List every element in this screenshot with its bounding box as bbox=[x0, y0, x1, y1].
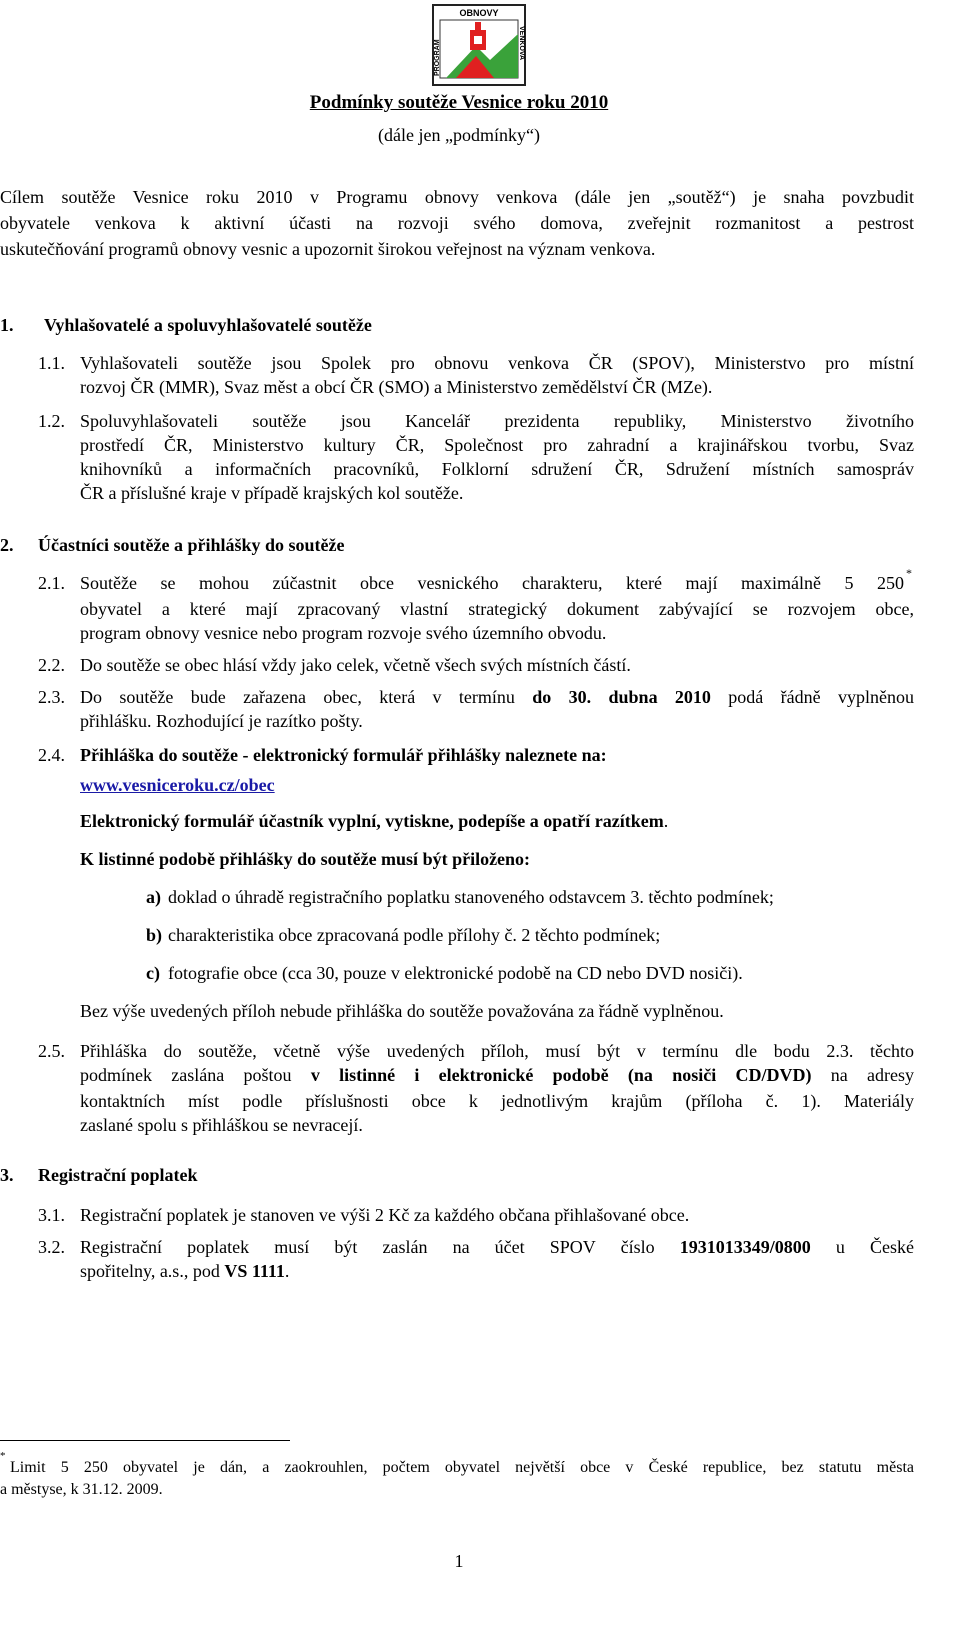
item-text-line: zaslané spolu s přihláškou se nevracejí. bbox=[80, 1115, 363, 1135]
item-number: 3.1. bbox=[38, 1205, 65, 1225]
item-text-line: rozvoj ČR (MMR), Svaz měst a obcí ČR (SMO) a Ministerstvo zemědělství ČR (MZe). bbox=[80, 377, 713, 397]
item-text-line: prostředí ČR, Ministerstvo kultury ČR, Společnost pro zahradní a krajinářskou tvorbu, Svaz bbox=[80, 435, 914, 455]
item-number: 2.4. bbox=[38, 745, 65, 765]
item-text-line: Vyhlašovateli soutěže jsou Spolek pro obnovu venkova ČR (SPOV), Ministerstvo pro místní bbox=[80, 353, 914, 373]
intro-line: Cílem soutěže Vesnice roku 2010 v Programu obnovy venkova (dále jen „soutěž“) je snaha povzbudit bbox=[0, 187, 914, 207]
attachment-label: c) bbox=[146, 963, 160, 983]
item-text-line: přihlášku. Rozhodující je razítko pošty. bbox=[80, 711, 363, 731]
item-text-line: Do soutěže se obec hlásí vždy jako celek, včetně všech svých místních částí. bbox=[80, 655, 631, 675]
item-number: 1.2. bbox=[38, 411, 65, 431]
document-subtitle: (dále jen „podmínky“) bbox=[378, 125, 540, 145]
svg-text:VENKOVA: VENKOVA bbox=[518, 26, 525, 61]
attachment-text: fotografie obce (cca 30, pouze v elektronické podobě na CD nebo DVD nosiči). bbox=[168, 963, 743, 983]
logo-emblem-icon bbox=[432, 4, 526, 86]
item-text-line: Spoluvyhlašovateli soutěže jsou Kancelář prezidenta republiky, Ministerstvo životního bbox=[80, 411, 914, 431]
section-number: 2. bbox=[0, 535, 14, 555]
item-number: 2.5. bbox=[38, 1041, 65, 1061]
footnote-separator bbox=[0, 1440, 290, 1441]
attachment-label: a) bbox=[146, 887, 161, 907]
attachment-text: charakteristika obce zpracovaná podle přílohy č. 2 těchto podmínek; bbox=[168, 925, 661, 945]
item-text-line: kontaktních míst podle příslušnosti obce k jednotlivým krajům (příloha č. 1). Materiály bbox=[80, 1091, 914, 1111]
item-text-line: spořitelny, a.s., pod VS 1111. bbox=[80, 1261, 290, 1281]
item-text-line: Soutěže se mohou zúčastnit obce vesnického charakteru, které mají maximálně 5 250 bbox=[80, 573, 904, 593]
item-number: 2.3. bbox=[38, 687, 65, 707]
item-number: 3.2. bbox=[38, 1237, 65, 1257]
intro-line: obyvatele venkova k aktivní účasti na rozvoji svého domova, zveřejnit rozmanitost a pestrost bbox=[0, 213, 914, 233]
intro-line: uskutečňování programů obnovy vesnic a upozornit širokou veřejnost na význam venkova. bbox=[0, 239, 656, 259]
item-text-line: Registrační poplatek musí být zaslán na účet SPOV číslo 1931013349/0800 u České bbox=[80, 1237, 914, 1257]
footnote-marker: * bbox=[906, 566, 912, 580]
item-text-line: program obnovy vesnice nebo program rozvoje svého územního obvodu. bbox=[80, 623, 607, 643]
section-heading: Vyhlašovatelé a spoluvyhlašovatelé soutěže bbox=[44, 315, 372, 335]
item-text-line: knihovníků a informačních pracovníků, Folklorní sdružení ČR, Sdružení místních samospráv bbox=[80, 459, 914, 479]
item-text-line: obyvatel a které mají zpracovaný vlastní strategický dokument zabývající se rozvojem obce, bbox=[80, 599, 914, 619]
form-note: Elektronický formulář účastník vyplní, vytiskne, podepíše a opatří razítkem. bbox=[80, 811, 669, 831]
program-obnovy-venkova-logo bbox=[432, 4, 526, 86]
item-number: 1.1. bbox=[38, 353, 65, 373]
section-number: 1. bbox=[0, 315, 14, 335]
item-text-line: ČR a příslušné kraje v případě krajských kol soutěže. bbox=[80, 483, 464, 503]
item-text-line: Do soutěže bude zařazena obec, která v termínu do 30. dubna 2010 podá řádně vyplněnou bbox=[80, 687, 914, 707]
svg-text:OBNOVY: OBNOVY bbox=[459, 8, 499, 18]
item-number: 2.2. bbox=[38, 655, 65, 675]
attachment-label: b) bbox=[146, 925, 163, 945]
document-title: Podmínky soutěže Vesnice roku 2010 bbox=[309, 92, 609, 113]
section-number: 3. bbox=[0, 1165, 14, 1185]
footnote-text-line: Limit 5 250 obyvatel je dán, a zaokrouhlen, počtem obyvatel největší obce v České republice, bez statutu města bbox=[10, 1459, 914, 1476]
page-number: 1 bbox=[454, 1551, 464, 1571]
item-text-line: podmínek zaslána poštou v listinné i elektronické podobě (na nosiči CD/DVD) na adresy bbox=[80, 1065, 914, 1085]
attachment-text: doklad o úhradě registračního poplatku stanoveného odstavcem 3. těchto podmínek; bbox=[168, 887, 774, 907]
item-text-line: Registrační poplatek je stanoven ve výši 2 Kč za každého občana přihlašované obce. bbox=[80, 1205, 690, 1225]
attachments-closing: Bez výše uvedených příloh nebude přihláška do soutěže považována za řádně vyplněnou. bbox=[80, 1001, 724, 1021]
svg-text:PROGRAM: PROGRAM bbox=[434, 39, 441, 76]
registration-link[interactable]: www.vesniceroku.cz/obec bbox=[80, 775, 275, 795]
registration-link-wrapper bbox=[80, 774, 275, 796]
footnote-text-line: a městyse, k 31.12. 2009. bbox=[0, 1481, 163, 1498]
item-number: 2.1. bbox=[38, 573, 65, 593]
section-heading: Registrační poplatek bbox=[38, 1165, 198, 1185]
item-text-line: Přihláška do soutěže, včetně výše uvedených příloh, musí být v termínu dle bodu 2.3. těchto bbox=[80, 1041, 914, 1061]
section-heading: Účastníci soutěže a přihlášky do soutěže bbox=[38, 535, 345, 555]
item-heading: Přihláška do soutěže - elektronický formulář přihlášky naleznete na: bbox=[80, 745, 607, 765]
footnote-mark: * bbox=[0, 1450, 6, 1462]
attachments-heading: K listinné podobě přihlášky do soutěže musí být přiloženo: bbox=[80, 849, 531, 869]
